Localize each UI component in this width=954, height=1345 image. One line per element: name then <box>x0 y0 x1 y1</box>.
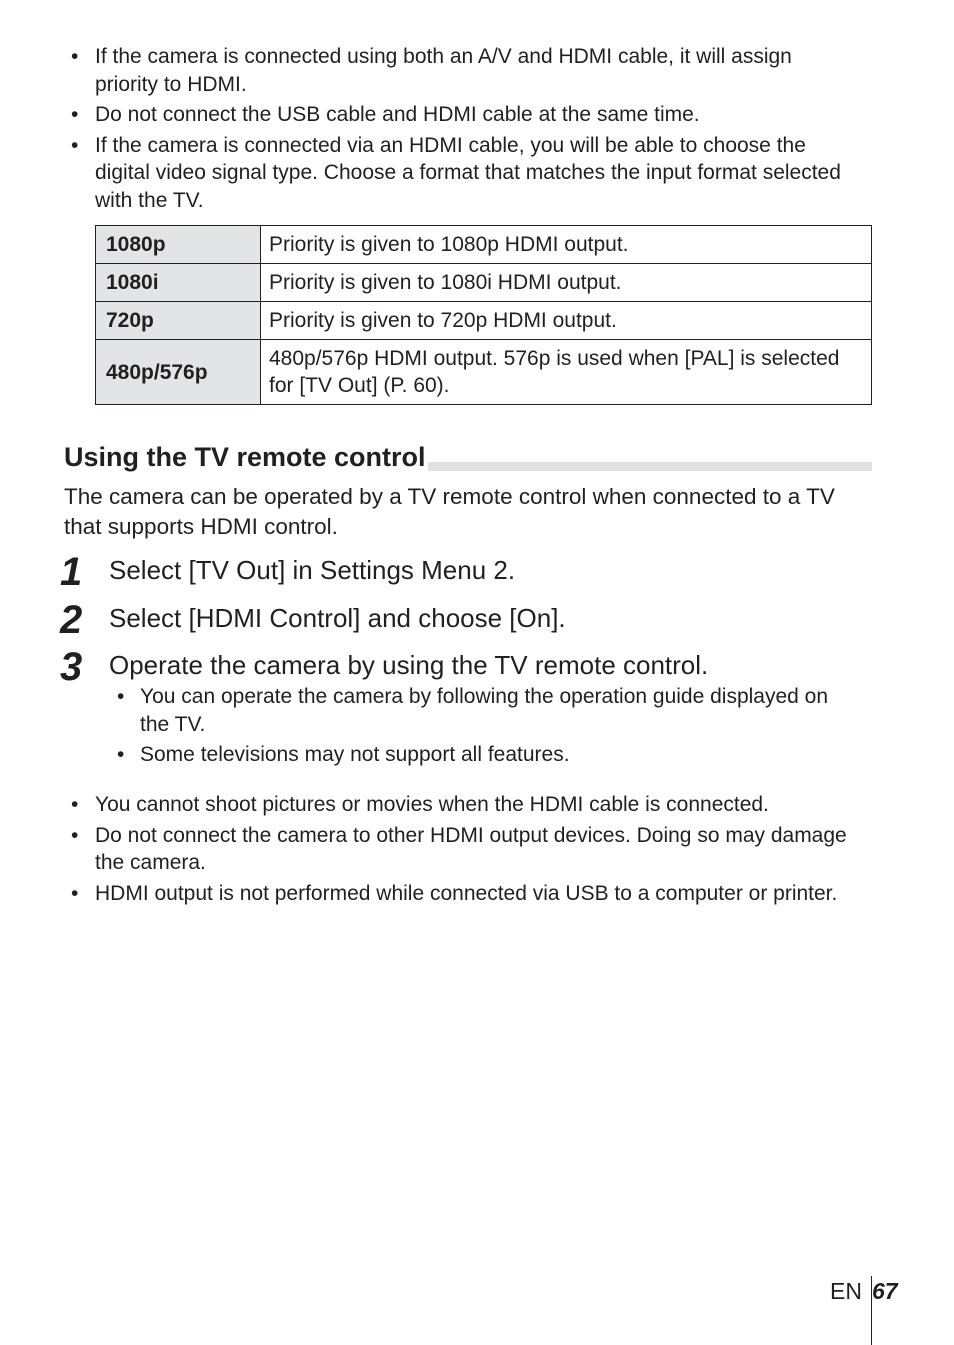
note-item: • Some televisions may not support all features. <box>114 741 859 769</box>
language-label: EN <box>830 1278 862 1304</box>
format-key: 1080p <box>96 226 261 264</box>
note-item: • If the camera is connected using both an A/V and HDMI cable, it will assign priority to HDMI. <box>70 43 860 98</box>
step-text: Operate the camera by using the TV remote control. <box>109 650 709 680</box>
format-description: Priority is given to 1080p HDMI output. <box>261 226 872 264</box>
note-item: • You cannot shoot pictures or movies when the HDMI cable is connected. <box>70 791 860 819</box>
format-key: 480p/576p <box>96 340 261 405</box>
step-text: Select [HDMI Control] and choose [On]. <box>109 603 566 633</box>
step-text: Select [TV Out] in Settings Menu 2. <box>109 555 516 585</box>
note-item: • Do not connect the camera to other HDMI output devices. Doing so may damage the camera. <box>70 822 860 877</box>
step-1 <box>60 549 860 595</box>
section-title: Using the TV remote control <box>64 442 426 472</box>
section-heading <box>64 440 872 474</box>
table-row <box>96 264 872 302</box>
table-row <box>96 226 872 264</box>
step-number: 1 <box>60 550 83 594</box>
step-3-notes-list <box>114 683 859 772</box>
step-number: 3 <box>60 645 83 689</box>
format-description: Priority is given to 720p HDMI output. <box>261 302 872 340</box>
note-item: • You can operate the camera by following the operation guide displayed on the TV. <box>114 683 859 738</box>
format-key: 1080i <box>96 264 261 302</box>
table-row <box>96 302 872 340</box>
page-number: 67 <box>872 1278 898 1304</box>
section-intro: The camera can be operated by a TV remote control when connected to a TV that supports HDMI control. <box>64 484 835 539</box>
hdmi-format-table <box>95 225 872 405</box>
step-number: 2 <box>60 598 83 642</box>
format-description: Priority is given to 1080i HDMI output. <box>261 264 872 302</box>
note-item: • Do not connect the USB cable and HDMI cable at the same time. <box>70 101 860 129</box>
format-key: 720p <box>96 302 261 340</box>
bottom-notes-list <box>70 791 860 910</box>
format-description: 480p/576p HDMI output. 576p is used when [PAL] is selected for [TV Out] (P. 60). <box>261 340 872 405</box>
top-notes-list <box>70 43 860 217</box>
step-2 <box>60 597 860 643</box>
note-item: • HDMI output is not performed while connected via USB to a computer or printer. <box>70 880 860 908</box>
table-row <box>96 340 872 405</box>
note-item: • If the camera is connected via an HDMI cable, you will be able to choose the digital video signal type. Choose a format that matches the input format selected with the TV. <box>70 132 860 215</box>
